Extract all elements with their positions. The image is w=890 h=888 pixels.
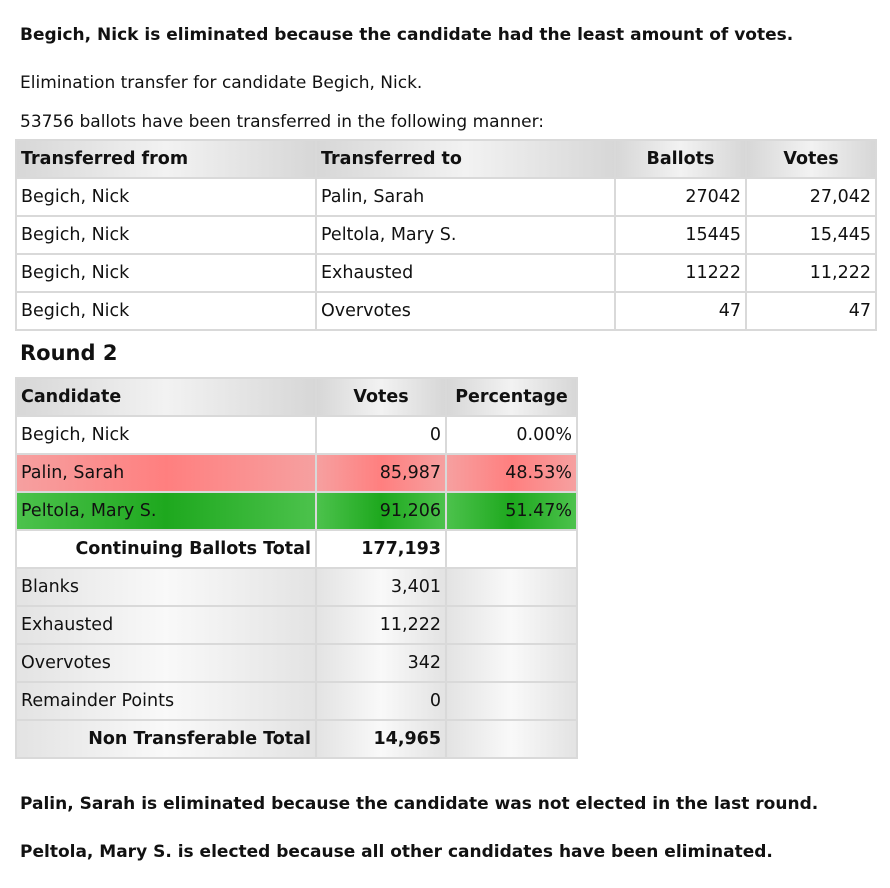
total-label: Non Transferable Total [16, 720, 316, 758]
table-row [16, 292, 876, 330]
row-votes: 11,222 [316, 606, 446, 644]
votes-cell: 15,445 [746, 216, 876, 254]
candidate-name: Palin, Sarah [16, 454, 316, 492]
row-label: Blanks [16, 568, 316, 606]
total-votes: 14,965 [316, 720, 446, 758]
candidate-name: Begich, Nick [16, 416, 316, 454]
total-percentage [446, 720, 577, 758]
ballots-cell: 15445 [615, 216, 746, 254]
to-cell: Peltola, Mary S. [316, 216, 615, 254]
peltola-elected-notice: Peltola, Mary S. is elected because all other candidates have been eliminated. [20, 842, 773, 862]
table-row [16, 682, 577, 720]
row-label: Exhausted [16, 606, 316, 644]
ballots-cell: 11222 [615, 254, 746, 292]
ballots-cell: 47 [615, 292, 746, 330]
row-label: Overvotes [16, 644, 316, 682]
table-row [16, 606, 577, 644]
candidate-row-eliminated [16, 454, 577, 492]
table-row [16, 254, 876, 292]
table-row [16, 216, 876, 254]
candidate-row-elected [16, 492, 577, 530]
from-cell: Begich, Nick [16, 254, 316, 292]
row-percentage [446, 606, 577, 644]
header-votes: Votes [746, 140, 876, 178]
total-percentage [446, 530, 577, 568]
header-candidate: Candidate [16, 378, 316, 416]
candidate-percentage: 0.00% [446, 416, 577, 454]
candidate-votes: 85,987 [316, 454, 446, 492]
header-votes: Votes [316, 378, 446, 416]
row-percentage [446, 682, 577, 720]
transfer-title: Elimination transfer for candidate Begich, Nick. [20, 73, 423, 93]
transfer-summary: 53756 ballots have been transferred in the following manner: [20, 112, 545, 132]
row-votes: 0 [316, 682, 446, 720]
header-percentage: Percentage [446, 378, 577, 416]
candidate-votes: 91,206 [316, 492, 446, 530]
to-cell: Exhausted [316, 254, 615, 292]
votes-cell: 27,042 [746, 178, 876, 216]
non-transferable-total-row [16, 720, 577, 758]
transfer-table [15, 139, 877, 331]
header-ballots: Ballots [615, 140, 746, 178]
continuing-total-row [16, 530, 577, 568]
row-votes: 342 [316, 644, 446, 682]
palin-elimination-notice: Palin, Sarah is eliminated because the candidate was not elected in the last round. [20, 794, 819, 814]
row-label: Remainder Points [16, 682, 316, 720]
row-votes: 3,401 [316, 568, 446, 606]
candidate-votes: 0 [316, 416, 446, 454]
from-cell: Begich, Nick [16, 292, 316, 330]
to-cell: Palin, Sarah [316, 178, 615, 216]
table-row [16, 568, 577, 606]
candidate-percentage: 51.47% [446, 492, 577, 530]
total-label: Continuing Ballots Total [16, 530, 316, 568]
row-percentage [446, 568, 577, 606]
transfer-header-row [16, 140, 876, 178]
from-cell: Begich, Nick [16, 178, 316, 216]
header-transferred-from: Transferred from [16, 140, 316, 178]
candidate-row [16, 416, 577, 454]
ballots-cell: 27042 [615, 178, 746, 216]
table-row [16, 178, 876, 216]
from-cell: Begich, Nick [16, 216, 316, 254]
elimination-notice: Begich, Nick is eliminated because the candidate had the least amount of votes. [20, 25, 794, 45]
votes-cell: 11,222 [746, 254, 876, 292]
to-cell: Overvotes [316, 292, 615, 330]
header-transferred-to: Transferred to [316, 140, 615, 178]
row-percentage [446, 644, 577, 682]
table-row [16, 644, 577, 682]
total-votes: 177,193 [316, 530, 446, 568]
candidate-name: Peltola, Mary S. [16, 492, 316, 530]
round-title: Round 2 [20, 341, 118, 365]
round-results-table [15, 377, 578, 759]
candidate-percentage: 48.53% [446, 454, 577, 492]
votes-cell: 47 [746, 292, 876, 330]
round-header-row [16, 378, 577, 416]
